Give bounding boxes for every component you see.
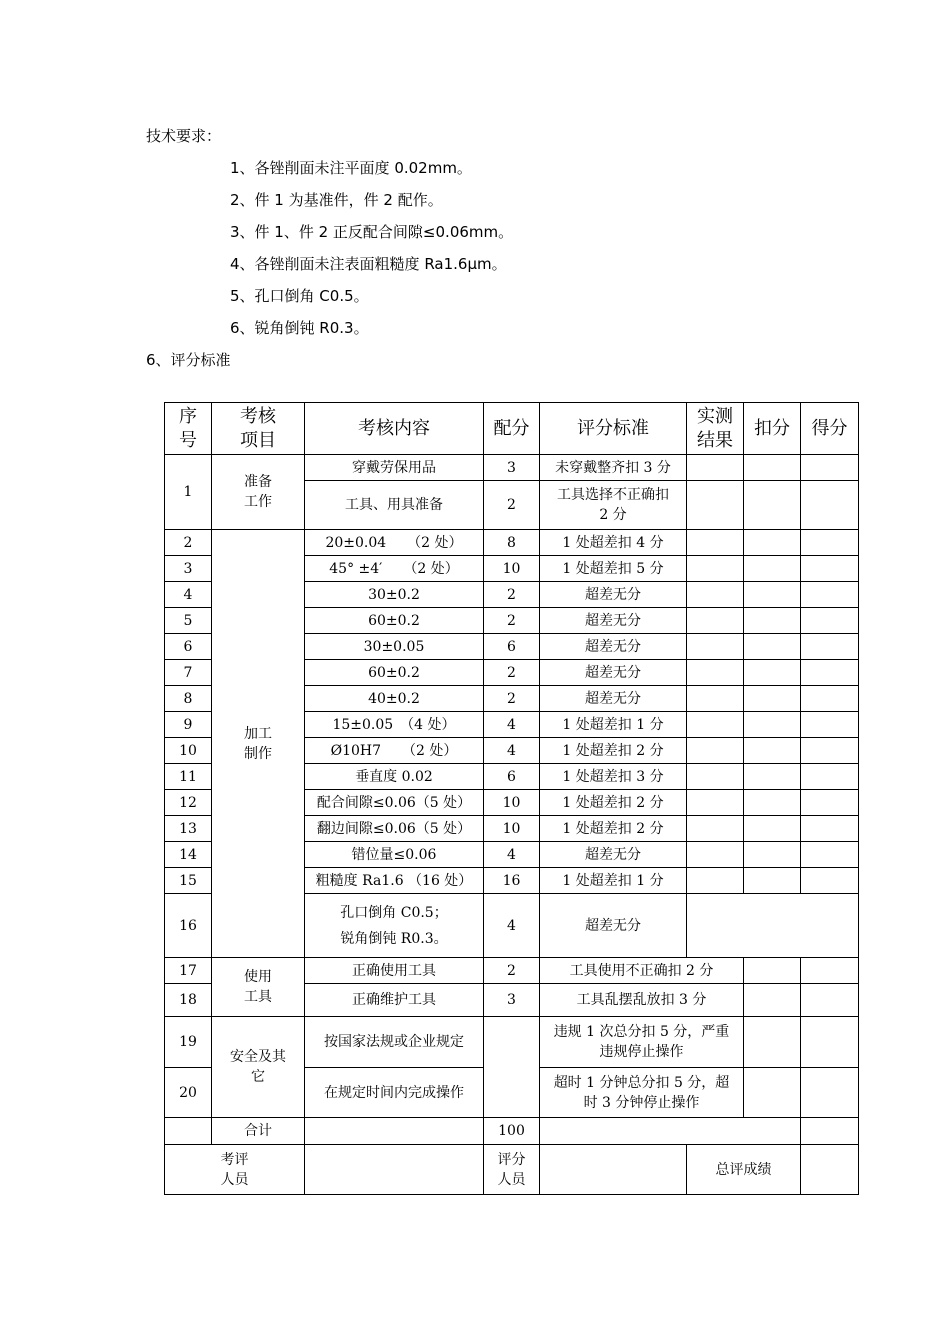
row-content: 错位量≤0.06 [305, 842, 484, 868]
row-no: 12 [165, 790, 212, 816]
row-points: 10 [484, 556, 540, 582]
deduction-cell[interactable] [744, 868, 801, 894]
row-content: 孔口倒角 C0.5； 锐角倒钝 R0.3。 [305, 894, 484, 958]
result-cell[interactable] [687, 686, 744, 712]
tech-item: 6、锐角倒钝 R0.3。 [230, 319, 369, 337]
result-cell[interactable] [687, 481, 744, 530]
final-score-cell[interactable] [801, 1145, 859, 1195]
row-points: 10 [484, 816, 540, 842]
row-criteria: 1 处超差扣 1 分 [540, 868, 687, 894]
score-cell[interactable] [801, 481, 859, 530]
row-no: 2 [165, 530, 212, 556]
row-no: 19 [165, 1017, 212, 1068]
row-no: 16 [165, 894, 212, 958]
row-no: 13 [165, 816, 212, 842]
row-no: 20 [165, 1068, 212, 1118]
row-content: 按国家法规或企业规定 [305, 1017, 484, 1068]
header-no: 序 号 [165, 403, 212, 455]
result-cell[interactable] [687, 712, 744, 738]
score-cell[interactable] [801, 712, 859, 738]
row-points: 2 [484, 481, 540, 530]
row-criteria: 1 处超差扣 4 分 [540, 530, 687, 556]
score-cell[interactable] [801, 686, 859, 712]
score-cell[interactable] [801, 868, 859, 894]
score-cell[interactable] [801, 582, 859, 608]
row-content: 30±0.2 [305, 582, 484, 608]
deduction-cell[interactable] [744, 764, 801, 790]
row-content: 60±0.2 [305, 608, 484, 634]
row-criteria: 超差无分 [540, 634, 687, 660]
result-cell[interactable] [687, 790, 744, 816]
row-no: 6 [165, 634, 212, 660]
deduction-cell[interactable] [744, 686, 801, 712]
tech-item: 3、件 1、件 2 正反配合间隙≤0.06mm。 [230, 223, 514, 241]
row-points: 4 [484, 738, 540, 764]
score-cell[interactable] [801, 984, 859, 1017]
row-points: 2 [484, 958, 540, 984]
result-cell[interactable] [687, 842, 744, 868]
result-cell[interactable] [687, 868, 744, 894]
total-score-cell[interactable] [801, 1118, 859, 1145]
row-content: 45° ±4′ （2 处） [305, 556, 484, 582]
header-deduction: 扣分 [744, 403, 801, 455]
tech-item: 1、各锉削面未注平面度 0.02mm。 [230, 159, 472, 177]
score-cell[interactable] [801, 1017, 859, 1068]
score-cell[interactable] [801, 764, 859, 790]
score-cell[interactable] [801, 738, 859, 764]
row-points [484, 1017, 540, 1118]
examiner-label: 考评 人员 [165, 1145, 305, 1195]
deduction-cell[interactable] [744, 1017, 801, 1068]
result-cell[interactable] [687, 894, 859, 958]
tech-item: 5、孔口倒角 C0.5。 [230, 287, 369, 305]
result-cell[interactable] [687, 634, 744, 660]
row-points: 8 [484, 530, 540, 556]
tech-item: 2、件 1 为基准件，件 2 配作。 [230, 191, 443, 209]
tech-requirements-heading: 技术要求： [146, 127, 222, 145]
row-content: 15±0.05 （4 处） [305, 712, 484, 738]
total-no-cell [165, 1118, 212, 1145]
deduction-cell[interactable] [744, 1068, 801, 1118]
deduction-cell[interactable] [744, 556, 801, 582]
row-points: 6 [484, 764, 540, 790]
row-content: 翻边间隙≤0.06（5 处） [305, 816, 484, 842]
examiner-signature-cell[interactable] [305, 1145, 484, 1195]
row-content: 正确使用工具 [305, 958, 484, 984]
row-no: 8 [165, 686, 212, 712]
tech-item: 4、各锉削面未注表面粗糙度 Ra1.6μm。 [230, 255, 507, 273]
row-points: 10 [484, 790, 540, 816]
final-score-label: 总评成绩 [687, 1145, 801, 1195]
row-criteria: 未穿戴整齐扣 3 分 [540, 455, 687, 481]
header-criteria: 评分标准 [540, 403, 687, 455]
row-content: Ø10H7 （2 处） [305, 738, 484, 764]
row-content: 正确维护工具 [305, 984, 484, 1017]
row-no: 17 [165, 958, 212, 984]
row-no: 3 [165, 556, 212, 582]
deduction-cell[interactable] [744, 790, 801, 816]
result-cell[interactable] [687, 816, 744, 842]
deduction-cell[interactable] [744, 816, 801, 842]
score-cell[interactable] [801, 556, 859, 582]
score-cell[interactable] [801, 634, 859, 660]
header-result: 实测 结果 [687, 403, 744, 455]
row-criteria: 超时 1 分钟总分扣 5 分，超 时 3 分钟停止操作 [540, 1068, 744, 1118]
row-criteria: 违规 1 次总分扣 5 分，严重 违规停止操作 [540, 1017, 744, 1068]
row-points: 2 [484, 686, 540, 712]
group-label: 准备 工作 [212, 455, 305, 530]
result-cell[interactable] [687, 764, 744, 790]
result-cell[interactable] [687, 660, 744, 686]
result-cell[interactable] [687, 582, 744, 608]
header-points: 配分 [484, 403, 540, 455]
deduction-cell[interactable] [744, 984, 801, 1017]
deduction-cell[interactable] [744, 530, 801, 556]
score-cell[interactable] [801, 842, 859, 868]
score-cell[interactable] [801, 660, 859, 686]
row-points: 4 [484, 842, 540, 868]
score-cell[interactable] [801, 790, 859, 816]
row-points: 2 [484, 582, 540, 608]
row-criteria: 超差无分 [540, 582, 687, 608]
header-item: 考核 项目 [212, 403, 305, 455]
deduction-cell[interactable] [744, 582, 801, 608]
row-points: 2 [484, 660, 540, 686]
deduction-cell[interactable] [744, 455, 801, 481]
row-criteria: 超差无分 [540, 686, 687, 712]
result-cell[interactable] [687, 556, 744, 582]
header-score: 得分 [801, 403, 859, 455]
score-cell[interactable] [801, 958, 859, 984]
row-criteria: 1 处超差扣 2 分 [540, 816, 687, 842]
row-points: 6 [484, 634, 540, 660]
row-no: 15 [165, 868, 212, 894]
row-criteria: 工具乱摆乱放扣 3 分 [540, 984, 744, 1017]
scorer-signature-cell[interactable] [540, 1145, 687, 1195]
result-cell[interactable] [687, 608, 744, 634]
row-criteria: 1 处超差扣 2 分 [540, 738, 687, 764]
header-content: 考核内容 [305, 403, 484, 455]
row-criteria: 超差无分 [540, 894, 687, 958]
group-label: 使用 工具 [212, 958, 305, 1017]
deduction-cell[interactable] [744, 481, 801, 530]
row-no: 11 [165, 764, 212, 790]
total-points: 100 [484, 1118, 540, 1145]
score-cell[interactable] [801, 530, 859, 556]
row-content: 30±0.05 [305, 634, 484, 660]
row-no: 10 [165, 738, 212, 764]
score-cell[interactable] [801, 455, 859, 481]
row-no: 5 [165, 608, 212, 634]
deduction-cell[interactable] [744, 712, 801, 738]
group-label: 加工 制作 [212, 530, 305, 958]
score-cell[interactable] [801, 1068, 859, 1118]
row-points: 4 [484, 894, 540, 958]
total-label: 合计 [212, 1118, 305, 1145]
result-cell[interactable] [687, 530, 744, 556]
row-content: 20±0.04 （2 处） [305, 530, 484, 556]
row-content: 40±0.2 [305, 686, 484, 712]
section-title: 6、评分标准 [146, 351, 231, 369]
row-criteria: 1 处超差扣 2 分 [540, 790, 687, 816]
group-label: 安全及其 它 [212, 1017, 305, 1118]
row-criteria: 工具使用不正确扣 2 分 [540, 958, 744, 984]
score-cell[interactable] [801, 816, 859, 842]
row-points: 16 [484, 868, 540, 894]
score-cell[interactable] [801, 608, 859, 634]
scoring-table [164, 402, 859, 1195]
result-cell[interactable] [687, 738, 744, 764]
deduction-cell[interactable] [744, 660, 801, 686]
row-no: 4 [165, 582, 212, 608]
deduction-cell[interactable] [744, 738, 801, 764]
row-criteria: 工具选择不正确扣 2 分 [540, 481, 687, 530]
deduction-cell[interactable] [744, 608, 801, 634]
result-cell[interactable] [687, 455, 744, 481]
row-content: 在规定时间内完成操作 [305, 1068, 484, 1118]
row-criteria: 1 处超差扣 3 分 [540, 764, 687, 790]
deduction-cell[interactable] [744, 958, 801, 984]
deduction-cell[interactable] [744, 842, 801, 868]
row-no: 14 [165, 842, 212, 868]
row-no: 18 [165, 984, 212, 1017]
row-criteria: 1 处超差扣 5 分 [540, 556, 687, 582]
row-no: 9 [165, 712, 212, 738]
row-content: 穿戴劳保用品 [305, 455, 484, 481]
row-points: 2 [484, 608, 540, 634]
row-no: 1 [165, 455, 212, 530]
row-content: 配合间隙≤0.06（5 处） [305, 790, 484, 816]
row-criteria: 超差无分 [540, 842, 687, 868]
row-points: 3 [484, 455, 540, 481]
row-criteria: 超差无分 [540, 660, 687, 686]
row-points: 4 [484, 712, 540, 738]
row-content: 60±0.2 [305, 660, 484, 686]
row-content: 垂直度 0.02 [305, 764, 484, 790]
row-criteria: 1 处超差扣 1 分 [540, 712, 687, 738]
row-criteria: 超差无分 [540, 608, 687, 634]
row-content: 工具、用具准备 [305, 481, 484, 530]
deduction-cell[interactable] [744, 634, 801, 660]
scorer-label: 评分 人员 [484, 1145, 540, 1195]
row-no: 7 [165, 660, 212, 686]
row-content: 粗糙度 Ra1.6 （16 处） [305, 868, 484, 894]
total-content-cell [305, 1118, 484, 1145]
total-criteria-cell [540, 1118, 801, 1145]
row-points: 3 [484, 984, 540, 1017]
